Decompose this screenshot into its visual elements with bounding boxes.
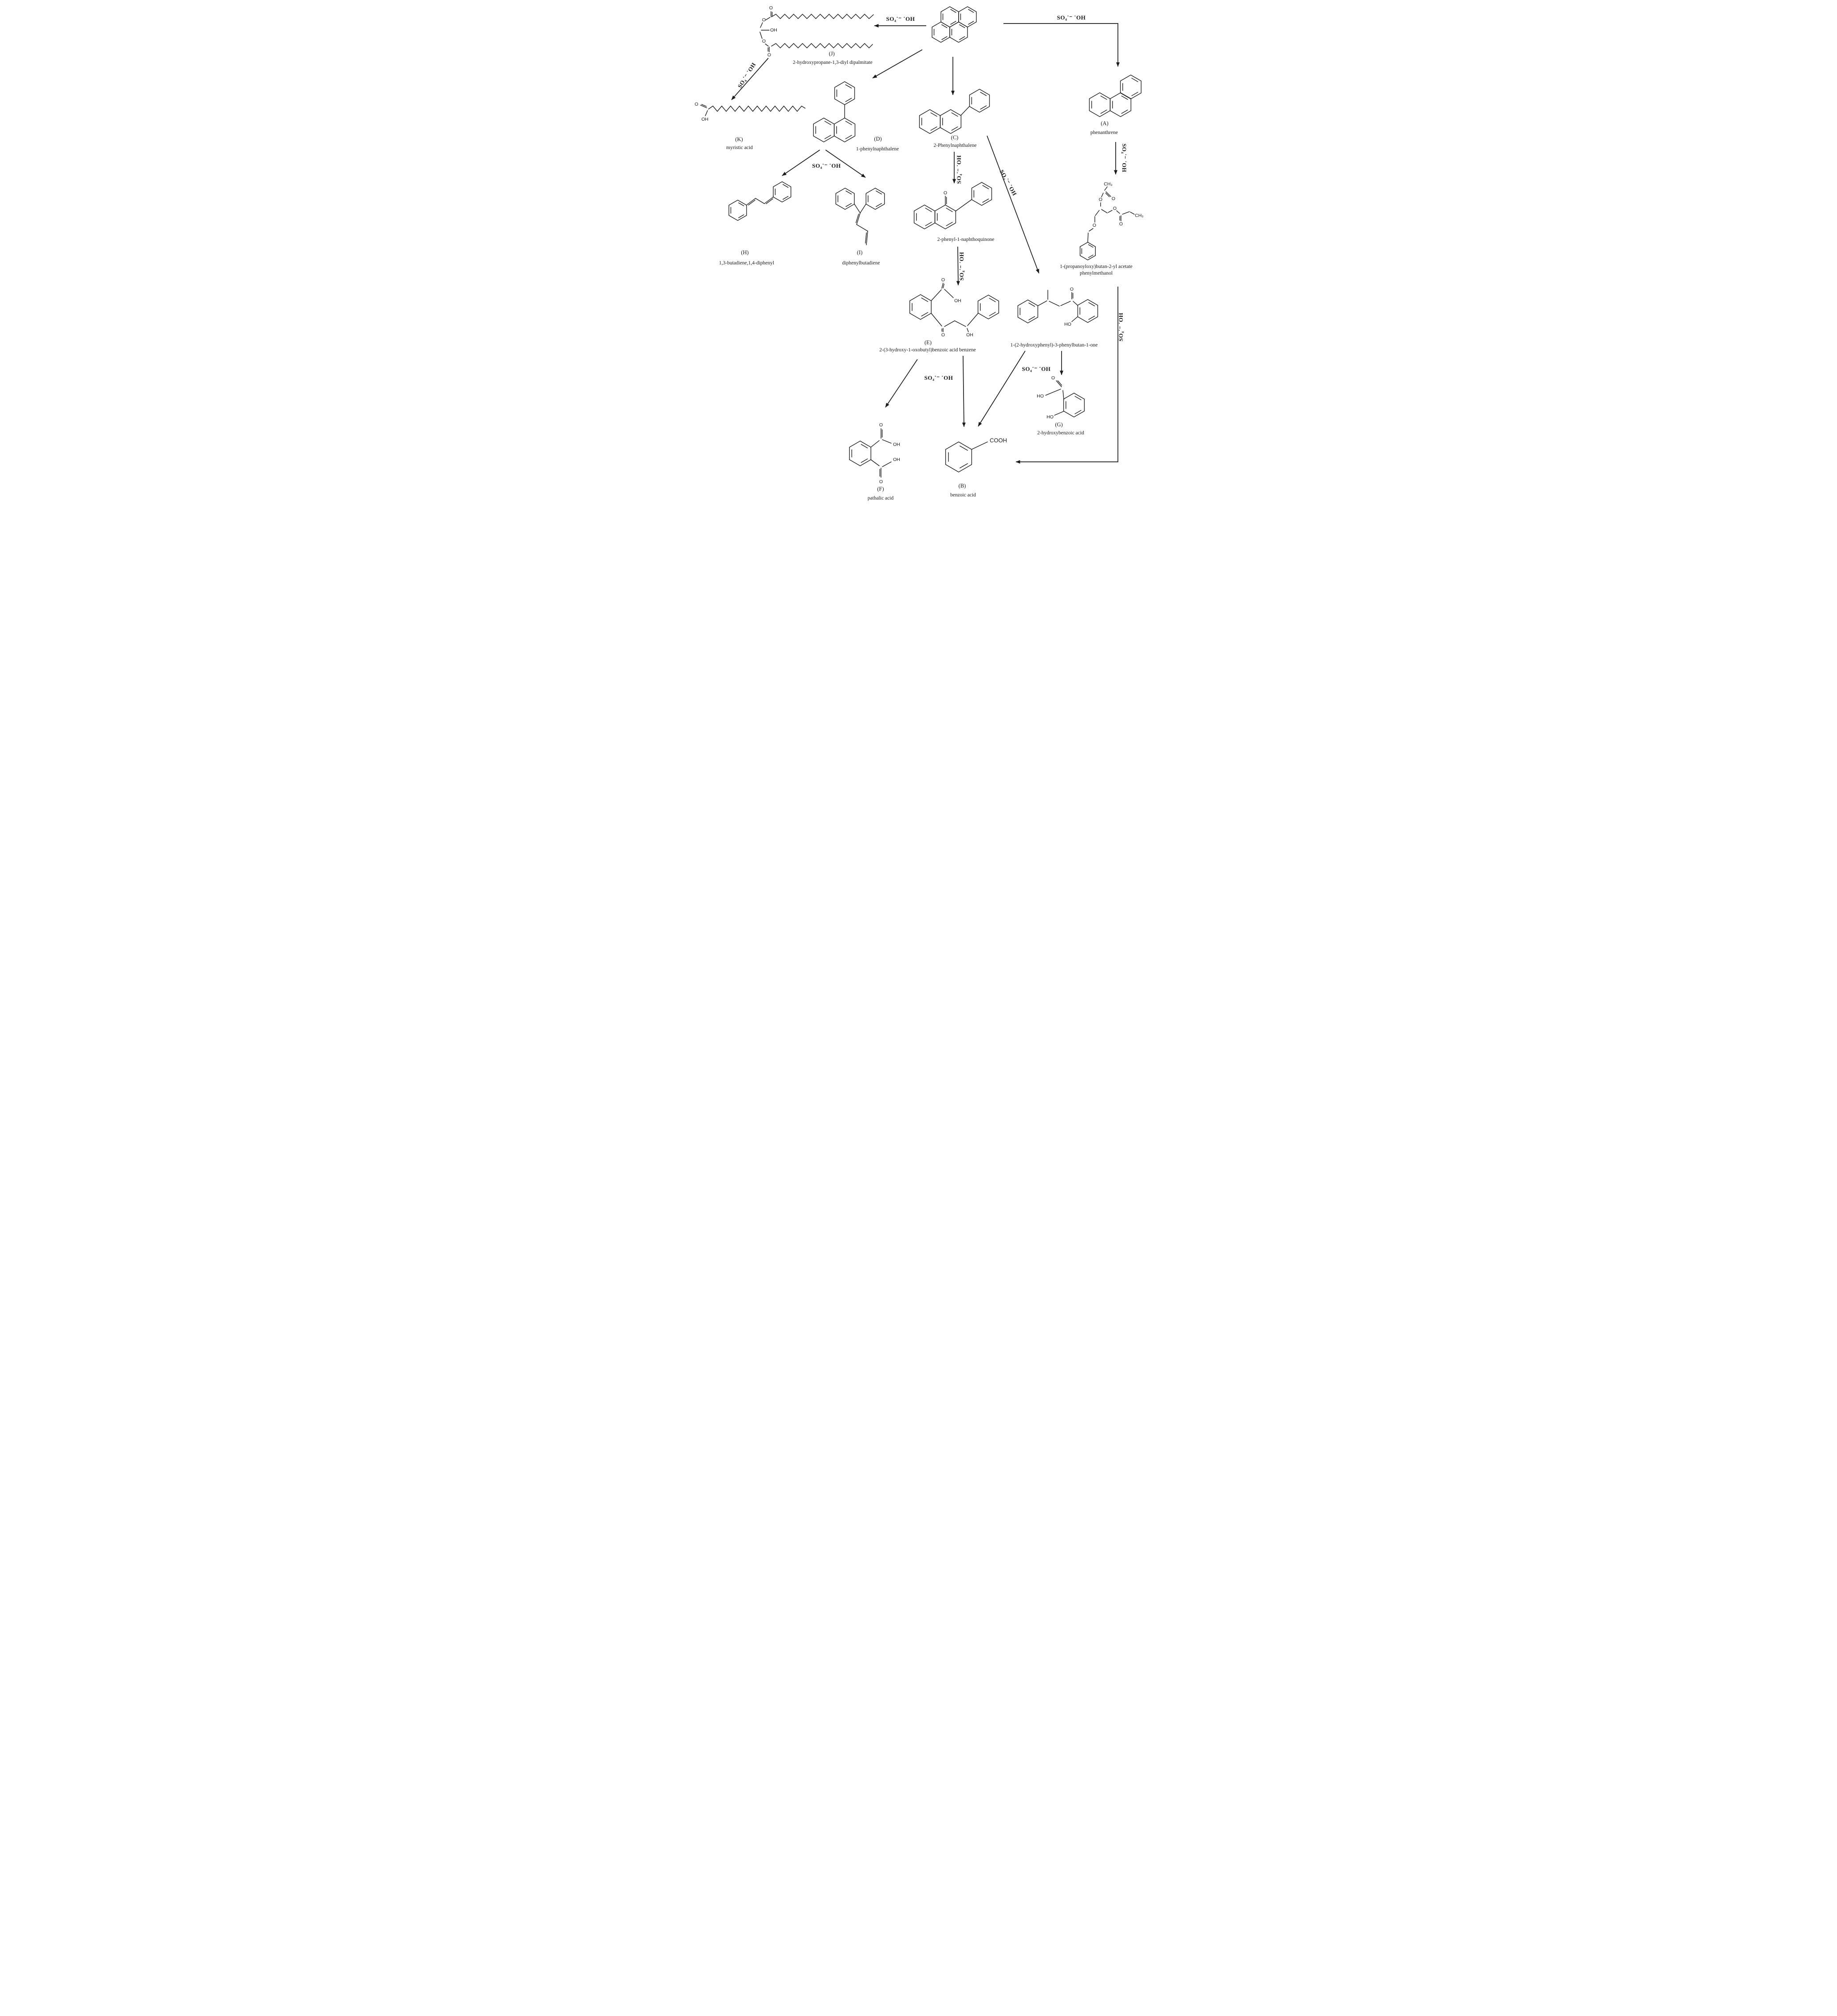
compound-letter-h: (H) <box>741 249 749 256</box>
arrow-c-to-butanone <box>987 136 1039 273</box>
atom-o: O <box>941 332 945 338</box>
compound-name-h: 1,3-butadiene,1,4-diphenyl <box>719 260 775 266</box>
reagent-label-naphthoquinone-e: SO₄˙⁻ ˙OH <box>958 252 965 281</box>
compound-name-i: diphenylbutadiene <box>842 260 880 266</box>
atom-oh: OH <box>701 117 708 122</box>
structure-pyrene <box>932 7 976 43</box>
structure-b-benzoic-acid <box>946 437 1007 498</box>
compound-letter-d: (D) <box>874 136 882 142</box>
arrow-butanone-to-b <box>978 351 1025 426</box>
structure-acetate-product <box>1060 181 1144 276</box>
reagent-label-c-naphthoquinone: SO₄˙⁻ ˙OH <box>956 155 962 184</box>
compound-name-g: 2-hydroxybenzoic acid <box>1037 430 1084 436</box>
atom-ho: HO <box>1037 394 1044 399</box>
compound-letter-k: (K) <box>735 136 743 142</box>
structure-d-1-phenylnaphthalene <box>814 82 899 152</box>
atom-o: O <box>769 5 773 11</box>
atom-ch3: CH₃ <box>1135 213 1144 218</box>
atom-o: O <box>943 190 948 196</box>
compound-letter-a: (A) <box>1101 120 1109 126</box>
reagent-label-c-butanone: SO₄˙⁻ ˙OH <box>998 168 1019 197</box>
reagent-label-j-k: SO₄˙⁻ ˙OH <box>736 61 757 90</box>
atom-o: O <box>1119 221 1123 227</box>
structure-butanone <box>1011 287 1098 348</box>
structure-c-2-phenylnaphthalene <box>920 89 990 148</box>
compound-name-butanone: 1-(2-hydroxyphenyl)-3-phenylbutan-1-one <box>1010 343 1098 348</box>
compound-name-e: 2-(3-hydroxy-1-oxobutyl)benzoic acid benzene <box>879 347 976 353</box>
reaction-arrows <box>732 24 1118 462</box>
atom-ho: HO <box>1046 414 1054 420</box>
reagent-label-d-split: SO₄˙⁻ ˙OH <box>812 162 841 169</box>
compound-letter-e: (E) <box>924 339 932 346</box>
reagent-label-acetate-b: SO₄˙⁻ ˙OH <box>1117 312 1124 342</box>
reagent-label-pyrene-a: SO₄˙⁻ ˙OH <box>1057 14 1086 21</box>
atom-oh: OH <box>770 28 777 33</box>
arrow-e-to-f <box>885 359 917 407</box>
reagent-label-a-acetate: SO₄˙⁻ ˙OH <box>1121 143 1128 173</box>
atom-oh: OH <box>893 457 900 462</box>
reagent-label-butanone-g: SO₄˙⁻ ˙OH <box>1022 366 1051 372</box>
structure-f-pathalic-acid <box>850 422 900 501</box>
atom-o: O <box>762 39 766 44</box>
compound-name-acetate-line2: phenylmethanol <box>1079 271 1113 276</box>
arrow-pyrene-to-a <box>1003 24 1118 67</box>
structure-h-diphenylbutadiene-1-4 <box>719 182 791 266</box>
compound-name-a: phenanthrene <box>1090 130 1118 135</box>
reagent-label-pyrene-j: SO₄˙⁻ ˙OH <box>886 16 915 22</box>
compound-name-f: pathalic acid <box>867 496 894 501</box>
structure-naphthoquinone <box>914 182 995 242</box>
compound-letter-f: (F) <box>877 486 884 492</box>
structure-a-phenanthrene <box>1090 75 1141 135</box>
atom-ho: HO <box>1064 322 1071 327</box>
atom-ch3: CH₃ <box>1104 181 1113 187</box>
atom-o: O <box>767 52 771 58</box>
atom-o: O <box>1098 197 1103 202</box>
structure-k-myristic-acid <box>695 102 805 150</box>
arrow-pyrene-to-d <box>873 50 922 78</box>
structure-e-benzoic-acid-derivative <box>879 277 999 353</box>
atom-o: O <box>1113 206 1117 211</box>
reaction-scheme-page <box>689 0 1148 504</box>
compound-name-b: benzoic acid <box>950 492 976 498</box>
reaction-scheme <box>689 0 1148 504</box>
atom-cooh: COOH <box>990 437 1007 444</box>
atom-o: O <box>1051 375 1055 381</box>
atom-o: O <box>762 17 766 23</box>
compound-name-d: 1-phenylnaphthalene <box>856 146 899 152</box>
atom-oh: OH <box>954 298 961 303</box>
atom-oh: OH <box>893 442 900 447</box>
compound-letter-b: (B) <box>958 483 966 489</box>
compound-name-acetate-line1: 1-(propanoyloxy)butan-2-yl acetate <box>1060 264 1133 269</box>
atom-o: O <box>941 277 945 283</box>
compound-letter-j: (J) <box>829 51 835 57</box>
atom-o: O <box>1070 287 1074 292</box>
compound-letter-i: (I) <box>857 249 863 256</box>
atom-o: O <box>1111 196 1116 201</box>
compound-name-k: myristic acid <box>726 145 753 150</box>
compound-name-naphthoquinone: 2-phenyl-1-naphthoquinone <box>937 237 995 242</box>
compound-letter-g: (G) <box>1055 421 1063 428</box>
atom-oh: OH <box>966 332 973 338</box>
arrow-e-to-b <box>963 356 964 427</box>
compound-letter-c: (C) <box>951 134 959 141</box>
compound-name-j: 2-hydroxypropane-1,3-diyl dipalmitate <box>793 60 873 65</box>
structure-g-2-hydroxybenzoic-acid <box>1037 375 1084 436</box>
atom-o: O <box>879 422 883 428</box>
atom-o: O <box>879 479 883 484</box>
compound-name-c: 2-Phenylnaphthalene <box>933 143 977 148</box>
structure-i-diphenylbutadiene <box>836 188 885 266</box>
reagent-label-e-b: SO₄˙⁻ ˙OH <box>924 374 953 381</box>
structure-j-dipalmitate <box>760 5 873 65</box>
atom-o: O <box>1092 223 1097 228</box>
atom-o: O <box>694 102 699 107</box>
